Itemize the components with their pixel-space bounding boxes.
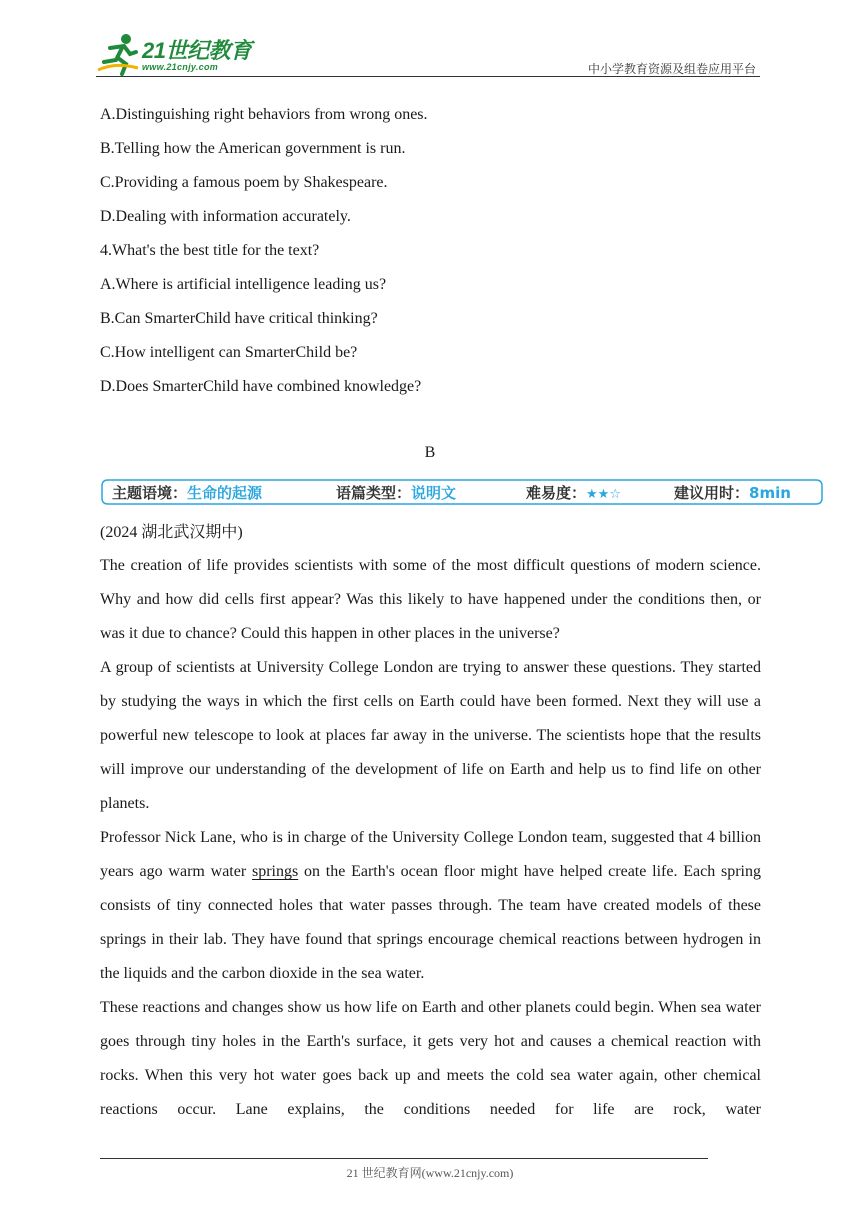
paragraph-3-start: Professor Nick Lane, who is in charge of the University College London team, suggested that 4 billion years ago warm water (100, 829, 761, 880)
paragraph-2: A group of scientists at University College London are trying to answer these questions. They started by studying the ways in which the first cells on Earth could have been formed. Next they will use a powerful new telescope to look at places far away in the universe. The scientists hope that the results will improve our understanding of the development of life on Earth and help us to find life on other planets. (100, 659, 761, 812)
q4-option-c: C.How intelligent can SmarterChild be? (100, 344, 358, 361)
q3-option-c: C.Providing a famous poem by Shakespeare. (100, 174, 388, 191)
genre-value: 说明文 (411, 484, 457, 502)
q3-option-b: B.Telling how the American government is run. (100, 140, 406, 157)
paragraph-3-end: on the Earth's ocean floor might have helped create life. Each spring consists of tiny connected holes that water passes through. The team have created models of these springs in their lab. They have found that springs encourage chemical reactions between hydrogen in the liquids and the carbon dioxide in the sea water. (100, 863, 761, 982)
time-value: 8min (749, 484, 791, 502)
q3-option-d: D.Dealing with information accurately. (100, 208, 351, 225)
difficulty-stars: ★★☆ (586, 487, 621, 502)
q4-option-a: A.Where is artificial intelligence leading us? (100, 276, 387, 293)
header-divider (96, 76, 760, 77)
banner-theme (112, 482, 262, 503)
banner-genre (336, 482, 456, 503)
paragraph-3 (100, 821, 761, 991)
passage-info-banner (100, 478, 824, 506)
genre-label: 语篇类型： (336, 484, 412, 502)
page-footer: 21 世纪教育网(www.21cnjy.com) (346, 1166, 514, 1180)
section-label: B (424, 444, 436, 461)
banner-time (674, 482, 791, 503)
logo-site-text: www.21cnjy.com (142, 62, 219, 72)
time-label: 建议用时： (674, 484, 750, 502)
passage-source: (2024 湖北武汉期中) (100, 524, 243, 541)
platform-title: 中小学教育资源及组卷应用平台 (587, 62, 756, 76)
theme-label: 主题语境： (112, 484, 188, 502)
footer-divider (100, 1158, 708, 1159)
runner-logo-icon (96, 32, 140, 76)
site-logo (96, 32, 256, 78)
theme-value: 生命的起源 (187, 484, 263, 502)
underlined-word-springs: springs (251, 863, 299, 880)
q3-option-a: A.Distinguishing right behaviors from wrong ones. (100, 106, 428, 123)
q4-option-d: D.Does SmarterChild have combined knowledge? (100, 378, 422, 395)
paragraph-4: These reactions and changes show us how life on Earth and other planets could begin. When sea water goes through tiny holes in the Earth's surface, it gets very hot and causes a chemical reaction with rocks. When this very hot water goes back up and meets the cold sea water again, other chemical reactions occur. Lane explains, the conditions needed for life are rock, water (100, 999, 761, 1118)
logo-brand-text: 21世纪教育 (142, 38, 252, 63)
difficulty-label: 难易度： (526, 484, 587, 502)
banner-difficulty (526, 482, 621, 503)
question-block (100, 98, 761, 404)
passage-body (100, 549, 761, 1127)
q4-question: 4.What's the best title for the text? (100, 242, 320, 259)
paragraph-1: The creation of life provides scientists with some of the most difficult questions of modern science. Why and how did cells first appear? Was this likely to have happened under the conditions then, or was it due to chance? Could this happen in other places in the universe? (100, 557, 761, 642)
q4-option-b: B.Can SmarterChild have critical thinking? (100, 310, 378, 327)
page-header (0, 0, 860, 80)
